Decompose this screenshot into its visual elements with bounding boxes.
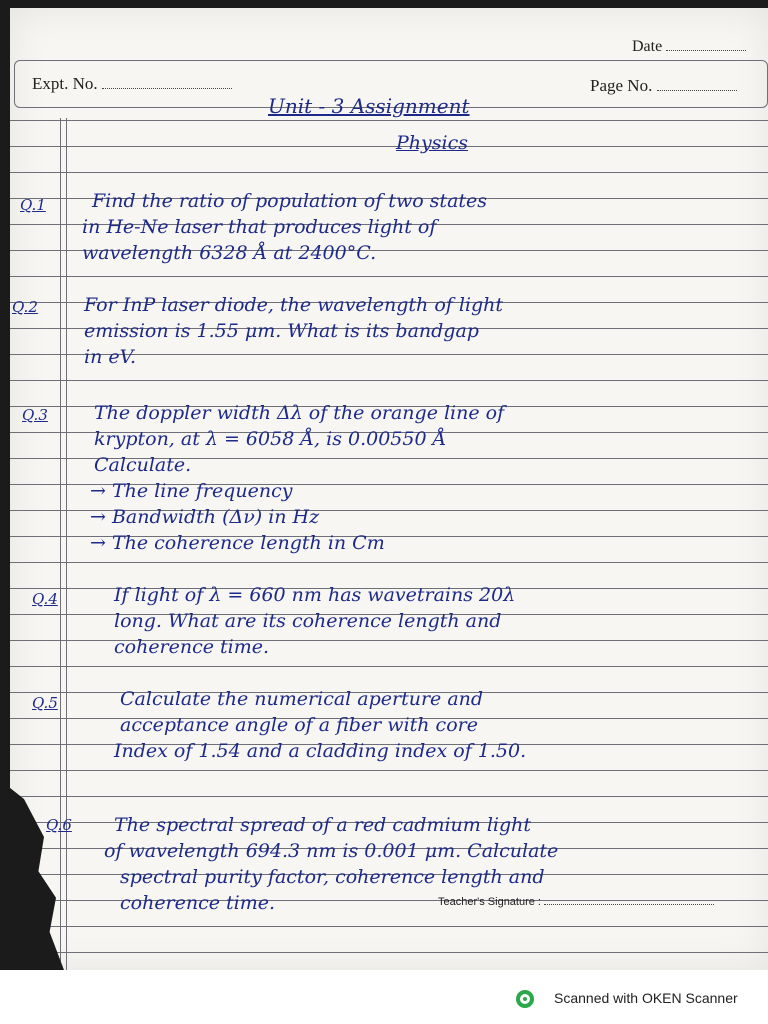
ruled-line: [10, 796, 768, 797]
page-blank: [657, 90, 737, 91]
scanner-watermark-text: Scanned with OKEN Scanner: [554, 990, 738, 1006]
ruled-line: [10, 666, 768, 667]
question-number-2: Q.2: [12, 298, 38, 316]
scanner-logo-icon: [516, 990, 534, 1008]
question-2-line-3: in eV.: [84, 346, 137, 368]
question-3-line-2: krypton, at λ = 6058 Å, is 0.00550 Å: [94, 428, 447, 450]
question-6-line-2: of wavelength 694.3 nm is 0.001 μm. Calculate: [104, 840, 559, 862]
question-1-line-3: wavelength 6328 Å at 2400°C.: [82, 242, 377, 264]
margin-line-left: [60, 118, 61, 970]
date-label: [632, 38, 746, 56]
ruled-line: [10, 120, 768, 121]
date-blank: [666, 50, 746, 51]
subject-title: Physics: [396, 132, 468, 154]
question-4-line-3: coherence time.: [114, 636, 270, 658]
question-3-line-4: → The line frequency: [90, 480, 293, 502]
ruled-line: [10, 146, 768, 147]
ruled-line: [10, 926, 768, 927]
question-5-line-2: acceptance angle of a fiber with core: [120, 714, 478, 736]
question-4-line-1: If light of λ = 660 nm has wavetrains 20λ: [114, 584, 516, 606]
expt-no-label: [32, 74, 232, 94]
question-5-line-3: Index of 1.54 and a cladding index of 1.50.: [114, 740, 527, 762]
expt-blank: [102, 88, 232, 89]
ruled-line: [10, 770, 768, 771]
question-3-line-3: Calculate.: [94, 454, 192, 476]
page-label-text: Page No.: [590, 76, 653, 95]
question-6-line-4: coherence time.: [120, 892, 276, 914]
question-1-line-2: in He-Ne laser that produces light of: [82, 216, 437, 238]
ruled-line: [10, 952, 768, 953]
question-4-line-2: long. What are its coherence length and: [114, 610, 502, 632]
teacher-signature-label: [438, 896, 714, 908]
question-number-3: Q.3: [22, 406, 48, 424]
ruled-line: [10, 562, 768, 563]
question-3-line-6: → The coherence length in Cm: [90, 532, 385, 554]
question-1-line-1: Find the ratio of population of two states: [92, 190, 488, 212]
question-2-line-1: For InP laser diode, the wavelength of light: [84, 294, 504, 316]
page-no-label: [590, 76, 737, 96]
question-number-1: Q.1: [20, 196, 46, 214]
teacher-signature-text: Teacher's Signature :: [438, 896, 541, 908]
notebook-page: [10, 8, 768, 970]
signature-blank: [544, 904, 714, 905]
ruled-line: [10, 276, 768, 277]
assignment-title: Unit - 3 Assignment: [268, 94, 470, 118]
scanner-footer: [0, 970, 768, 1024]
question-6-line-1: The spectral spread of a red cadmium light: [114, 814, 532, 836]
question-number-4: Q.4: [32, 590, 58, 608]
question-3-line-1: The doppler width Δλ of the orange line of: [94, 402, 505, 424]
question-5-line-1: Calculate the numerical aperture and: [120, 688, 484, 710]
question-2-line-2: emission is 1.55 μm. What is its bandgap: [84, 320, 479, 342]
ruled-line: [10, 380, 768, 381]
question-number-6: Q.6: [46, 816, 72, 834]
question-6-line-3: spectral purity factor, coherence length and: [120, 866, 545, 888]
date-label-text: Date: [632, 38, 663, 55]
question-3-line-5: → Bandwidth (Δν) in Hz: [90, 506, 320, 528]
ruled-line: [10, 172, 768, 173]
expt-label-text: Expt. No.: [32, 74, 98, 93]
question-number-5: Q.5: [32, 694, 58, 712]
margin-line-left-2: [66, 118, 67, 970]
